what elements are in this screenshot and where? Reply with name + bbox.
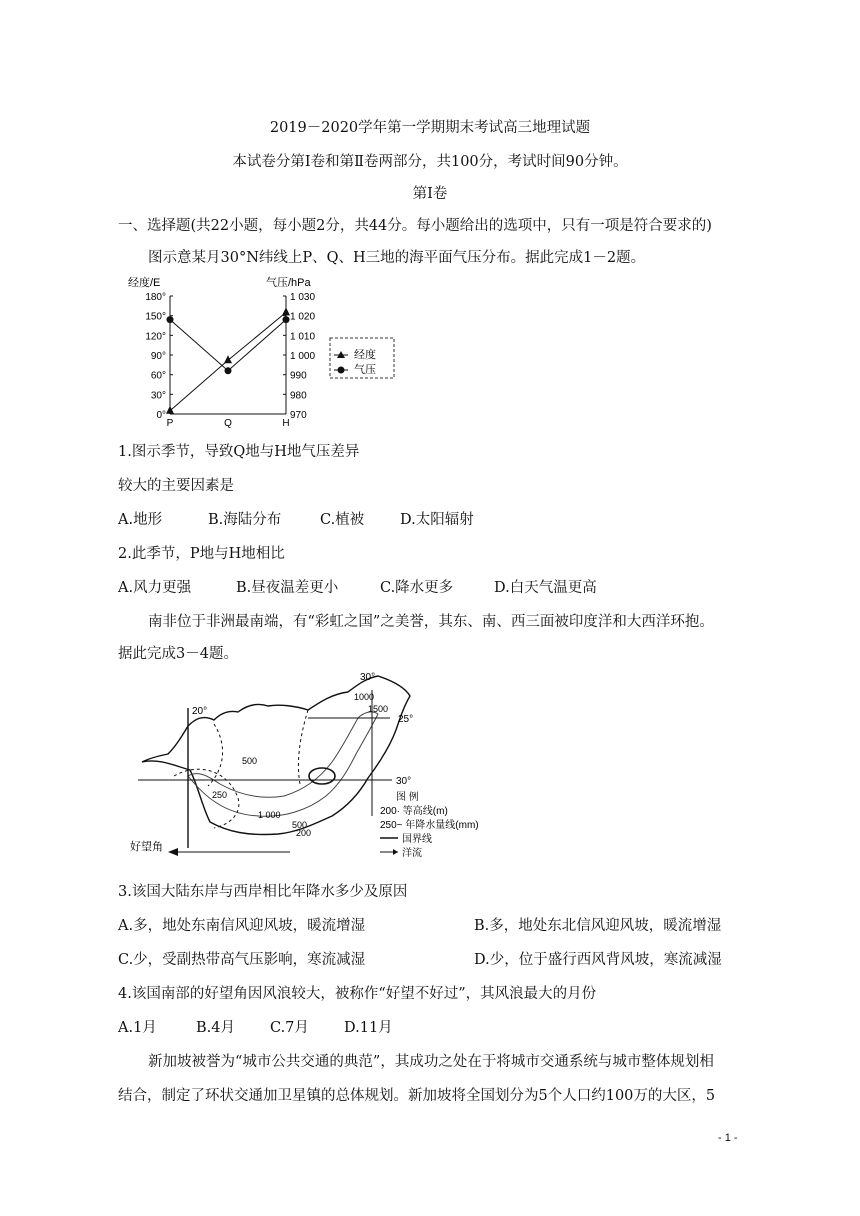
q3-stem: 3.该国大陆东岸与西岸相比年降水多少及原因 [118,884,408,900]
q2-stem: 2.此季节，P地与H地相比 [118,546,285,562]
y-right-tick-label: 990 [290,370,307,382]
section-heading: 一、选择题(共22小题，每小题2分，共44分。每小题给出的选项中，只有一项是符合要求的) [118,218,712,234]
isohyet-250 [174,769,239,828]
q4-stem: 4.该国南部的好望角因风浪较大，被称作“好望不好过”，其风浪最大的月份 [118,986,597,1002]
q2-option-b: B.昼夜温差更小 [236,580,339,596]
label-contour-1500: 1500 [368,704,389,714]
pressure-point [225,367,232,374]
map-legend-border: 国界线 [402,834,432,845]
y-right-tick-label: 1 010 [290,331,316,343]
q2-option-d: D.白天气温更高 [494,580,597,596]
x-tick-label: H [282,418,290,429]
q1-option-b: B.海陆分布 [208,512,282,528]
page-number: - 1 - [718,1132,738,1144]
y-right-tick-label: 980 [290,390,307,402]
q4-option-d: D.11月 [344,1020,393,1036]
contour-1500 [188,712,378,816]
intro-q3-4-line1: 南非位于非洲最南端，有“彩虹之国”之美誉，其东、南、西三面被印度洋和大西洋环抱。 [148,614,714,630]
q2-option-c: C.降水更多 [380,580,454,596]
longitude-point [224,355,232,363]
map-legend-title: 图 例 [396,792,419,803]
y-right-tick-label: 1 030 [290,292,316,303]
south-africa-map [128,666,528,862]
q3-option-a: A.多，地处东南信风迎风坡，暖流增湿 [118,918,366,934]
q1-option-d: D.太阳辐射 [400,512,474,528]
label-contour-500: 500 [242,756,258,766]
intro-q3-4-line2: 据此完成3－4题。 [118,646,238,662]
q3-option-d: D.少，位于盛行西风背风坡，寒流减湿 [474,952,722,968]
y-left-tick-label: 120° [145,331,166,343]
y-right-tick-label: 1 020 [290,311,316,323]
pressure-point [283,316,290,323]
map-legend-current: 洋流 [402,848,422,859]
q3-option-c: C.少，受副热带高气压影响，寒流减湿 [118,952,366,968]
doc-title: 2019－2020学年第一学期期末考试高三地理试题 [269,120,591,136]
q4-option-b: B.4月 [196,1020,235,1036]
intro-q1-2: 图示意某月30°N纬线上P、Q、H三地的海平面气压分布。据此完成1－2题。 [148,250,646,266]
y-right-label: 气压/hPa [266,277,311,289]
label-lat-30: 30° [396,776,412,787]
pressure-longitude-chart [118,274,408,436]
y-left-tick-label: 60° [150,370,166,382]
label-lat-25: 25° [398,714,414,725]
isohyet-100 [208,724,223,786]
x-tick-label: P [166,418,174,429]
y-left-tick-label: 180° [145,292,166,303]
doc-subtitle: 本试卷分第Ⅰ卷和第Ⅱ卷两部分，共100分，考试时间90分钟。 [232,154,628,170]
label-cape-of-good-hope: 好望角 [130,841,163,853]
label-isohyet-250: 250 [212,790,228,800]
longitude-point [166,406,174,414]
map-legend-isohyet: 250~ 年降水量线(mm) [380,820,479,831]
q3-option-b: B.多，地处东北信风迎风坡，暖流增湿 [474,918,722,934]
pressure-point [167,316,174,323]
label-lon-30: 30° [360,672,376,683]
q2-option-a: A.风力更强 [118,580,192,596]
q4-option-c: C.7月 [270,1020,309,1036]
label-contour-1000: 1000 [354,692,375,702]
legend-pressure: 气压 [354,364,376,376]
y-left-tick-label: 0° [156,410,166,421]
longitude-point [282,307,290,315]
y-right-tick-label: 1 000 [290,351,316,362]
part-heading: 第Ⅰ卷 [412,186,448,202]
map-legend-contour: 200· 等高线(m) [380,806,448,817]
label-lon-20: 20° [192,706,208,717]
label-contour-200: 200 [296,828,312,838]
label-contour-500b: 500 [292,820,308,830]
legend-longitude: 经度 [354,349,376,361]
q4-option-a: A.1月 [118,1020,157,1036]
x-tick-label: Q [224,418,232,429]
label-contour-1000b: 1 000 [258,810,281,820]
y-left-tick-label: 90° [150,351,166,362]
q1-stem-a: 1.图示季节，导致Q地与H地气压差异 [118,444,360,460]
y-left-label: 经度/E [128,277,161,289]
intro-singapore-line1: 新加坡被誉为“城市公共交通的典范”，其成功之处在于将城市交通系统与城市整体规划相 [148,1054,714,1070]
intro-singapore-line2: 结合，制定了环状交通加卫星镇的总体规划。新加坡将全国划分为5个人口约100万的大区，5 [118,1088,716,1104]
isohyet-500 [298,710,308,784]
y-right-tick-label: 970 [290,410,307,421]
q1-option-c: C.植被 [320,512,365,528]
q1-option-a: A.地形 [118,512,163,528]
lesotho-highland [309,768,335,784]
y-left-tick-label: 150° [145,311,166,323]
current-arrowhead-icon [168,848,178,856]
y-left-tick-label: 30° [150,390,166,402]
q1-stem-b: 较大的主要因素是 [118,478,234,494]
